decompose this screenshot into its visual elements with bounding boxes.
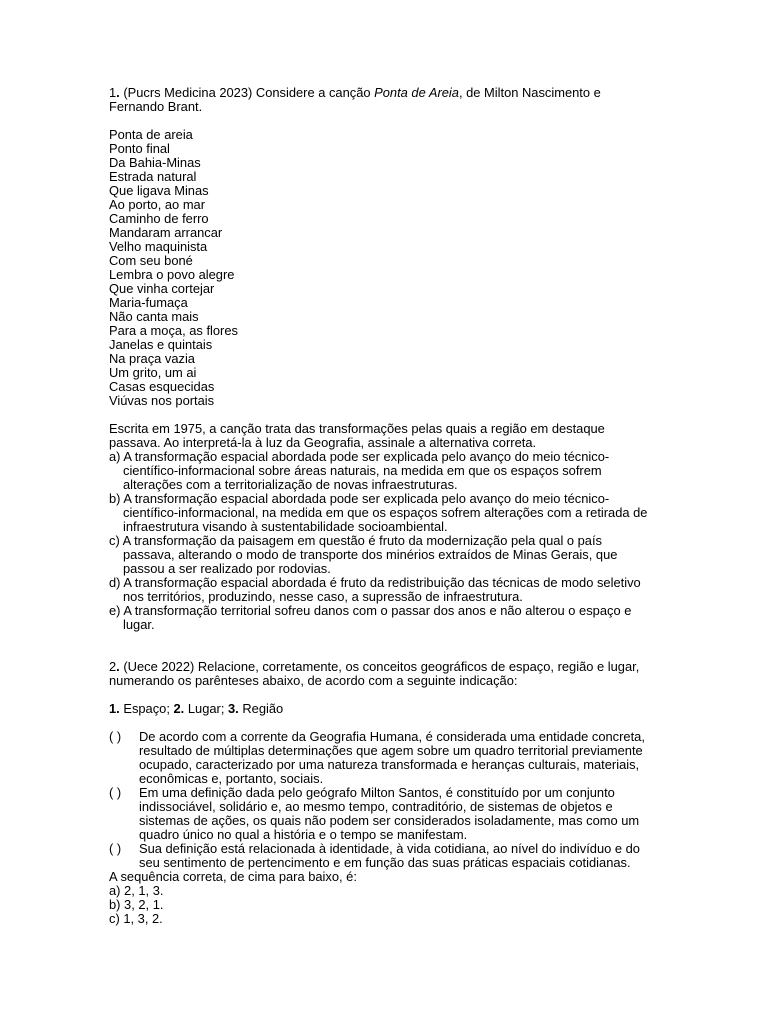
lyric-line: Que ligava Minas [109, 183, 209, 198]
lyric-line: Não canta mais [109, 309, 199, 324]
q1-option-a: a) A transformação espacial abordada pode ser explicada pelo avanço do meio técnico-científico-informacional sobre áreas naturais, na medida em que os espaços sofrem alterações com a territorialização de novas infraestruturas. [109, 449, 610, 492]
q1-lyrics [109, 128, 654, 408]
q2-number-dot: . [116, 659, 120, 674]
lyric-line: Com seu boné [109, 253, 193, 268]
lyric-line: Ponto final [109, 141, 170, 156]
statement-text: De acordo com a corrente da Geografia Humana, é considerada uma entidade concreta, resultado de múltiplas determinações que agem sobre um quadro territorial previamente ocupado, caracterizado por uma natureza transformada e heranças culturais, materiais, econômicas e, portanto, sociais. [139, 729, 645, 786]
lyric-line: Viúvas nos portais [109, 393, 215, 408]
answer-paren: ( ) [109, 785, 122, 800]
lyric-line: Ponta de areia [109, 127, 193, 142]
q2-statement-1 [109, 730, 654, 786]
q2-key-t2: Lugar; [184, 701, 228, 716]
lyric-line: Estrada natural [109, 169, 197, 184]
statement-text: Em uma definição dada pelo geógrafo Milton Santos, é constituído por um conjunto indissociável, solidário e, ao mesmo tempo, contraditório, de sistemas de objetos e sistemas de ações, os quais não podem ser considerados isoladamente, mas como um quadro único no qual a história e o tempo se manifestam. [139, 785, 640, 842]
q2-number: 2 [109, 659, 117, 674]
q1-option-e: e) A transformação territorial sofreu danos com o passar dos anos e não alterou o espaço e lugar. [109, 603, 632, 632]
q1-source-tail: , de Milton Nascimento e Fernando Brant. [109, 85, 601, 114]
q2-statement-3 [109, 842, 654, 870]
lyric-line: Caminho de ferro [109, 211, 209, 226]
q1-prompt: Escrita em 1975, a canção trata das transformações pelas quais a região em destaque passava. Ao interpretá-la à luz da Geografia, assinale a alternativa correta. [109, 421, 605, 450]
document-page [109, 86, 654, 926]
q1-number: 1 [109, 85, 117, 100]
q2-header [109, 660, 654, 688]
q1-number-dot: . [116, 85, 120, 100]
lyric-line: Ao porto, ao mar [109, 197, 206, 212]
lyric-line: Mandaram arrancar [109, 225, 223, 240]
statement-text: Sua definição está relacionada à identidade, à vida cotidiana, ao nível do indivíduo e do seu sentimento de pertencimento e em função das suas práticas espaciais cotidianas. [139, 841, 640, 870]
q2-key-n1: 1. [109, 701, 120, 716]
lyric-line: Maria-fumaça [109, 295, 188, 310]
q2-key-n3: 3. [228, 701, 239, 716]
q2-key [109, 702, 654, 716]
lyric-line: Casas esquecidas [109, 379, 215, 394]
q2-prompt: A sequência correta, de cima para baixo, é: [109, 869, 357, 884]
q2-statement-2 [109, 786, 654, 842]
q1-option-d: d) A transformação espacial abordada é fruto da redistribuição das técnicas de modo seletivo nos territórios, produzindo, nesse caso, a supressão de infraestrutura. [109, 575, 641, 604]
lyric-line: Da Bahia-Minas [109, 155, 201, 170]
q1-song-title: Ponta de Areia [374, 85, 459, 100]
q2-key-n2: 2. [173, 701, 185, 716]
lyric-line: Janelas e quintais [109, 337, 213, 352]
q1-option-c: c) A transformação da paisagem em questão é fruto da modernização pela qual o país passava, alterando o modo de transporte dos minérios extraídos de Minas Gerais, que passou a ser realizado por rodovias. [109, 533, 618, 576]
lyric-line: Para a moça, as flores [109, 323, 238, 338]
lyric-line: Que vinha cortejar [109, 281, 215, 296]
q2-source: (Uece 2022) Relacione, corretamente, os conceitos geográficos de espaço, região e lugar, numerando os parênteses abaixo, de acordo com a seguinte indicação: [109, 659, 640, 688]
q2-key-t3: Região [238, 701, 284, 716]
q2-option-c: c) 1, 3, 2. [109, 911, 163, 926]
q2-option-b: b) 3, 2, 1. [109, 897, 164, 912]
lyric-line: Um grito, um ai [109, 365, 197, 380]
q2-option-a: a) 2, 1, 3. [109, 883, 164, 898]
answer-paren: ( ) [109, 841, 122, 856]
q2-key-t1: Espaço; [119, 701, 174, 716]
lyric-line: Lembra o povo alegre [109, 267, 235, 282]
lyric-line: Na praça vazia [109, 351, 195, 366]
q1-header [109, 86, 654, 114]
lyric-line: Velho maquinista [109, 239, 208, 254]
q1-option-b: b) A transformação espacial abordada pode ser explicada pelo avanço do meio técnico-científico-informacional, na medida em que os espaços sofrem alterações com a retirada de infraestrutura visando à sustentabilidade socioambiental. [109, 491, 648, 534]
q1-source: (Pucrs Medicina 2023) Considere a canção [119, 85, 375, 100]
answer-paren: ( ) [109, 729, 122, 744]
